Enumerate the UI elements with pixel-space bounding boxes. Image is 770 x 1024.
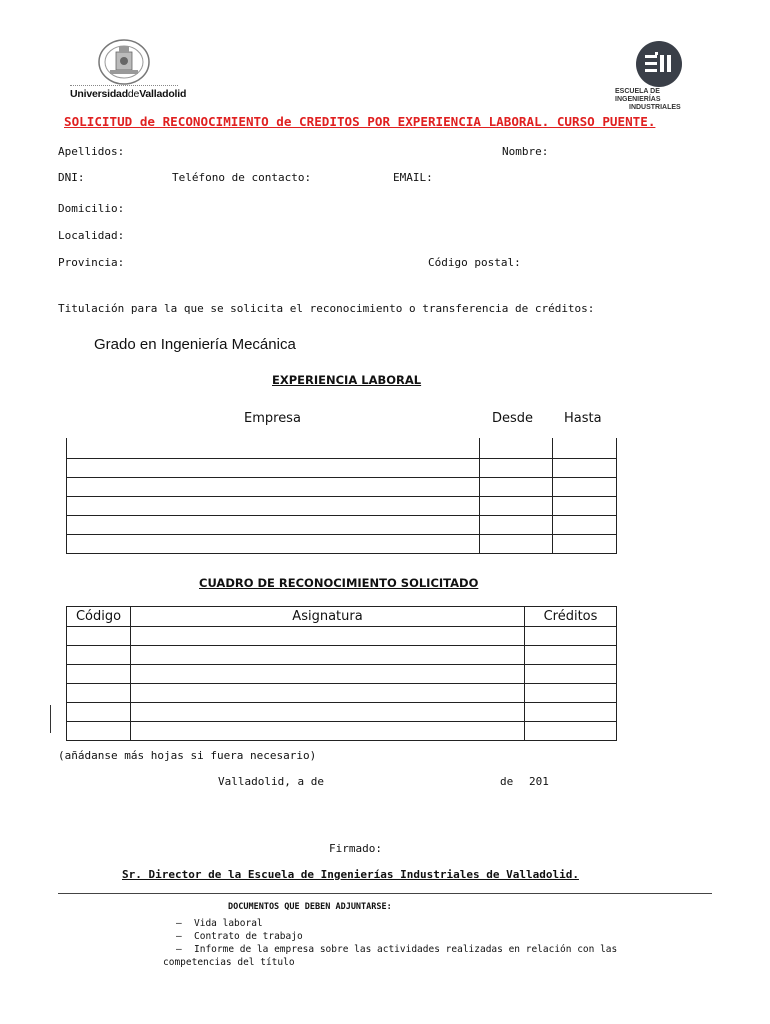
desde-cell[interactable] (480, 477, 553, 496)
hasta-cell[interactable] (553, 438, 617, 458)
table-row (67, 496, 617, 515)
table-row (67, 534, 617, 553)
bullet-dash: – (176, 918, 182, 929)
domicilio-label: Domicilio: (58, 202, 125, 215)
university-seal-logo (96, 38, 152, 86)
nombre-label: Nombre: (502, 145, 549, 158)
creditos-cell[interactable] (525, 627, 617, 646)
eii-school-name: ESCUELA DE INGENIERÍAS INDUSTRIALES (615, 88, 681, 111)
documento-item: – Contrato de trabajo (176, 931, 303, 942)
asignatura-cell[interactable] (131, 703, 525, 722)
documentos-title: DOCUMENTOS QUE DEBEN ADJUNTARSE: (228, 902, 392, 912)
fecha-de: de (500, 775, 514, 788)
firmado-label: Firmado: (329, 842, 382, 855)
codigo-cell[interactable] (67, 646, 131, 665)
desde-cell[interactable] (480, 438, 553, 458)
documento-continuation: competencias del título (163, 957, 295, 968)
asignatura-cell[interactable] (131, 665, 525, 684)
codigo-cell[interactable] (67, 627, 131, 646)
table-row (67, 722, 617, 741)
table-row (67, 627, 617, 646)
titulacion-label: Titulación para la que se solicita el reconocimiento o transferencia de créditos: (58, 302, 595, 315)
table-row (67, 665, 617, 684)
footer-divider (58, 893, 712, 894)
hasta-header: Hasta (564, 411, 602, 426)
email-label: EMAIL: (393, 171, 433, 184)
codigo-postal-label: Código postal: (428, 256, 521, 269)
empresa-cell[interactable] (67, 438, 480, 458)
text-cursor (50, 705, 51, 733)
creditos-cell[interactable] (525, 665, 617, 684)
table-header-row (67, 607, 617, 627)
bullet-dash: – (176, 944, 182, 955)
codigo-cell[interactable] (67, 722, 131, 741)
cuadro-table (66, 606, 617, 741)
codigo-header: Código (67, 607, 131, 627)
desde-header: Desde (492, 411, 534, 426)
experiencia-table (66, 438, 617, 554)
table-row (67, 438, 617, 458)
empresa-cell[interactable] (67, 477, 480, 496)
hasta-cell[interactable] (553, 515, 617, 534)
creditos-cell[interactable] (525, 703, 617, 722)
table-row (67, 458, 617, 477)
form-title: SOLICITUD de RECONOCIMIENTO de CREDITOS POR EXPERIENCIA LABORAL. CURSO PUENTE. (64, 114, 656, 129)
asignatura-cell[interactable] (131, 684, 525, 703)
asignatura-cell[interactable] (131, 646, 525, 665)
empresa-header: Empresa (244, 411, 301, 426)
note-text: (añádanse más hojas si fuera necesario) (58, 749, 317, 762)
table-row (67, 684, 617, 703)
fecha-prefix: Valladolid, a de (218, 775, 324, 788)
university-name: UniversidaddeValladolid (70, 88, 187, 100)
table-row (67, 703, 617, 722)
dni-label: DNI: (58, 171, 85, 184)
creditos-header: Créditos (525, 607, 617, 627)
telefono-label: Teléfono de contacto: (172, 171, 312, 184)
documento-item: – Informe de la empresa sobre las actividades realizadas en relación con las (176, 944, 618, 955)
provincia-label: Provincia: (58, 256, 125, 269)
table-row (67, 515, 617, 534)
codigo-cell[interactable] (67, 703, 131, 722)
empresa-cell[interactable] (67, 534, 480, 553)
hasta-cell[interactable] (553, 477, 617, 496)
codigo-cell[interactable] (67, 684, 131, 703)
titulacion-value: Grado en Ingeniería Mecánica (94, 336, 296, 353)
cuadro-title: CUADRO DE RECONOCIMIENTO SOLICITADO (199, 576, 479, 590)
creditos-cell[interactable] (525, 646, 617, 665)
logo-divider (70, 85, 178, 86)
empresa-cell[interactable] (67, 458, 480, 477)
asignatura-header: Asignatura (131, 607, 525, 627)
localidad-label: Localidad: (58, 229, 125, 242)
hasta-cell[interactable] (553, 496, 617, 515)
director-line: Sr. Director de la Escuela de Ingenierías Industriales de Valladolid. (122, 868, 579, 881)
empresa-cell[interactable] (67, 515, 480, 534)
hasta-cell[interactable] (553, 534, 617, 553)
empresa-cell[interactable] (67, 496, 480, 515)
table-row (67, 477, 617, 496)
asignatura-cell[interactable] (131, 627, 525, 646)
hasta-cell[interactable] (553, 458, 617, 477)
experiencia-title: EXPERIENCIA LABORAL (272, 373, 422, 387)
documento-item: – Vida laboral (176, 918, 263, 929)
eii-logo (635, 40, 683, 88)
desde-cell[interactable] (480, 515, 553, 534)
fecha-year: 201 (529, 775, 549, 788)
creditos-cell[interactable] (525, 684, 617, 703)
asignatura-cell[interactable] (131, 722, 525, 741)
bullet-dash: – (176, 931, 182, 942)
table-row (67, 646, 617, 665)
desde-cell[interactable] (480, 458, 553, 477)
apellidos-label: Apellidos: (58, 145, 125, 158)
creditos-cell[interactable] (525, 722, 617, 741)
codigo-cell[interactable] (67, 665, 131, 684)
desde-cell[interactable] (480, 496, 553, 515)
desde-cell[interactable] (480, 534, 553, 553)
